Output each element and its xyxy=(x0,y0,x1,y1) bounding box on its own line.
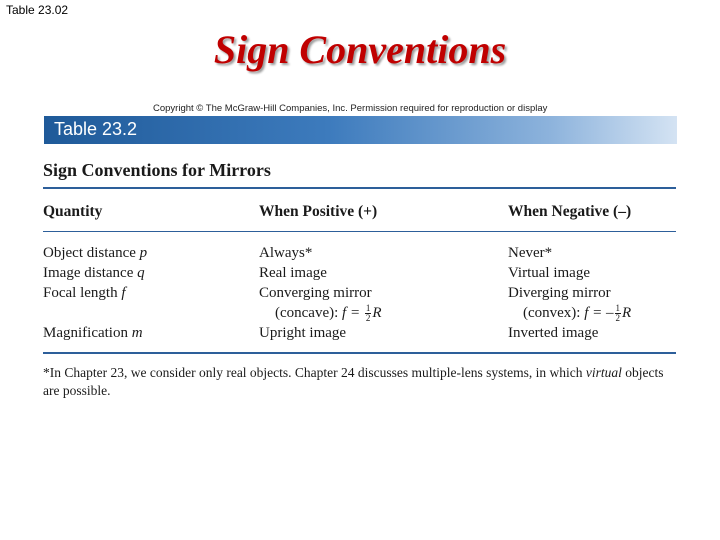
row-object-distance-quantity: Object distance p xyxy=(43,245,148,261)
footnote-emphasis: virtual xyxy=(585,365,622,380)
row-image-distance-negative: Virtual image xyxy=(508,265,590,281)
slide-title: Sign Conventions xyxy=(213,27,507,72)
table-number-label: Table 23.2 xyxy=(54,119,138,139)
fraction-one-half: $\frac{1}{2}$ xyxy=(615,303,621,323)
focal-positive-formula: (concave): f = $\frac{1}{2}$ R xyxy=(275,303,382,323)
table-title: Sign Conventions for Mirrors xyxy=(43,160,271,180)
fraction-one-half: $\frac{1}{2}$ xyxy=(365,303,371,323)
row-magnification-positive: Upright image xyxy=(259,325,347,341)
column-header-positive: When Positive (+) xyxy=(259,203,378,220)
table-top-rule xyxy=(43,187,676,189)
copyright-notice: Copyright © The McGraw-Hill Companies, Inc. Permission required for reproduction or display xyxy=(153,103,548,114)
table-banner xyxy=(44,116,677,144)
focal-negative-formula: (convex): f = – $\frac{1}{2}$ R xyxy=(523,303,632,323)
table-footnote: *In Chapter 23, we consider only real objects. Chapter 24 discusses multiple-lens systems, in which virtual objects are possible. xyxy=(43,365,664,398)
row-focal-length-quantity: Focal length f xyxy=(43,285,126,301)
row-focal-length-negative: Diverging mirror xyxy=(508,285,611,301)
row-image-distance-quantity: Image distance q xyxy=(43,265,145,281)
var-p: p xyxy=(139,245,148,261)
row-image-distance-positive: Real image xyxy=(259,265,327,281)
slide-corner-label: Table 23.02 xyxy=(6,3,69,17)
column-header-negative: When Negative (–) xyxy=(508,203,632,220)
var-q: q xyxy=(137,265,145,281)
var-m: m xyxy=(131,325,143,341)
table-bottom-rule xyxy=(43,352,676,354)
table-header-rule xyxy=(43,231,676,232)
var-f: f xyxy=(121,285,126,301)
row-object-distance-positive: Always* xyxy=(259,245,313,261)
row-magnification-negative: Inverted image xyxy=(508,325,599,341)
row-magnification-quantity: Magnification m xyxy=(43,325,143,341)
column-header-quantity: Quantity xyxy=(43,203,103,220)
row-focal-length-positive: Converging mirror xyxy=(259,285,372,301)
row-object-distance-negative: Never* xyxy=(508,245,553,261)
